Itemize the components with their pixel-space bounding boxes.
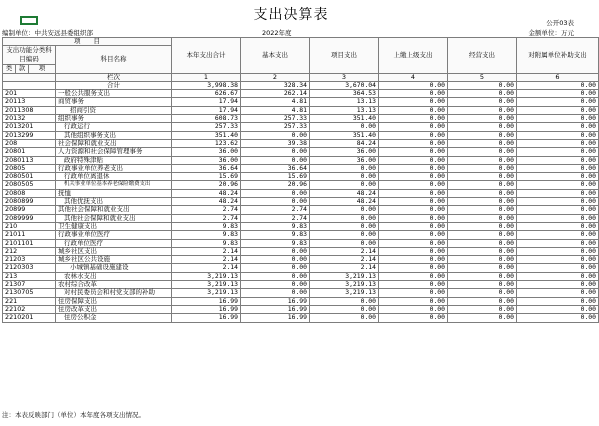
subject-name-cell[interactable]: 机关事业单位基本养老保险缴费支出 <box>56 181 172 189</box>
total-cell[interactable]: 0.00 <box>448 81 517 89</box>
function-code-cell[interactable]: 213 <box>3 272 56 280</box>
amount-cell[interactable]: 0.00 <box>448 297 517 305</box>
amount-cell[interactable]: 0.00 <box>517 123 599 131</box>
table-row <box>3 206 599 214</box>
amount-cell[interactable]: 36.00 <box>172 148 241 156</box>
subject-name-cell[interactable]: 其他社会保障和就业支出 <box>56 214 172 222</box>
table-row <box>3 181 599 189</box>
amount-cell[interactable]: 36.64 <box>241 164 310 172</box>
subject-name-cell[interactable]: 住房公积金 <box>56 314 172 322</box>
amount-cell[interactable]: 16.99 <box>241 314 310 322</box>
function-code-cell[interactable]: 210 <box>3 222 56 230</box>
function-code-cell[interactable]: 22102 <box>3 305 56 313</box>
amount-cell[interactable]: 0.00 <box>448 148 517 156</box>
table-row <box>3 264 599 272</box>
amount-cell[interactable]: 0.00 <box>379 98 448 106</box>
column-number: 4 <box>379 73 448 81</box>
total-cell[interactable]: 3,998.38 <box>172 81 241 89</box>
subject-name-cell[interactable]: 城乡社区公共设施 <box>56 256 172 264</box>
header-subject-name: 科目名称 <box>56 46 172 73</box>
table-row <box>3 123 599 131</box>
function-code-cell[interactable]: 2089999 <box>3 214 56 222</box>
amount-cell[interactable]: 0.00 <box>379 256 448 264</box>
amount-cell[interactable]: 0.00 <box>379 272 448 280</box>
amount-cell[interactable]: 0.00 <box>379 181 448 189</box>
amount-cell[interactable]: 0.00 <box>517 231 599 239</box>
amount-cell[interactable]: 0.00 <box>241 289 310 297</box>
amount-cell[interactable]: 0.00 <box>310 231 379 239</box>
amount-cell[interactable]: 0.00 <box>448 281 517 289</box>
function-code-cell[interactable]: 208 <box>3 139 56 147</box>
amount-cell[interactable]: 257.33 <box>241 123 310 131</box>
amount-cell[interactable]: 0.00 <box>310 214 379 222</box>
amount-cell[interactable]: 0.00 <box>241 148 310 156</box>
function-code-cell[interactable]: 20808 <box>3 189 56 197</box>
header-func-code: 支出功能分类科目编码 <box>3 46 56 65</box>
amount-cell[interactable]: 0.00 <box>379 164 448 172</box>
amount-cell[interactable]: 0.00 <box>448 239 517 247</box>
subject-name-cell[interactable]: 其他优抚支出 <box>56 198 172 206</box>
amount-cell[interactable]: 20.96 <box>241 181 310 189</box>
amount-cell[interactable]: 257.33 <box>172 123 241 131</box>
amount-cell[interactable]: 0.00 <box>379 305 448 313</box>
amount-cell[interactable]: 3,219.13 <box>310 289 379 297</box>
amount-cell[interactable]: 0.00 <box>310 297 379 305</box>
amount-cell[interactable]: 0.00 <box>379 214 448 222</box>
function-code-cell[interactable]: 221 <box>3 297 56 305</box>
column-number: 1 <box>172 73 241 81</box>
subject-name-cell[interactable]: 住房改革支出 <box>56 305 172 313</box>
amount-cell[interactable]: 17.94 <box>172 98 241 106</box>
amount-cell[interactable]: 0.00 <box>517 272 599 280</box>
amount-cell[interactable]: 13.13 <box>310 106 379 114</box>
function-code-cell[interactable]: 2080899 <box>3 198 56 206</box>
subject-name-cell[interactable]: 其他组织事务支出 <box>56 131 172 139</box>
amount-cell[interactable]: 9.83 <box>172 231 241 239</box>
subject-name-cell[interactable]: 组织事务 <box>56 115 172 123</box>
amount-cell[interactable]: 0.00 <box>241 131 310 139</box>
amount-cell[interactable]: 0.00 <box>448 289 517 297</box>
amount-cell[interactable]: 36.00 <box>172 156 241 164</box>
amount-cell[interactable]: 15.69 <box>172 173 241 181</box>
header-kuan: 款 <box>16 65 29 73</box>
amount-cell[interactable]: 9.83 <box>241 231 310 239</box>
column-number: 6 <box>517 73 599 81</box>
amount-cell[interactable]: 0.00 <box>448 164 517 172</box>
header-lei: 类 <box>3 65 16 73</box>
amount-cell[interactable]: 0.00 <box>379 198 448 206</box>
amount-cell[interactable]: 351.40 <box>172 131 241 139</box>
subject-name-cell[interactable]: 社会保障和就业支出 <box>56 139 172 147</box>
function-code-cell[interactable]: 2011308 <box>3 106 56 114</box>
column-number: 3 <box>310 73 379 81</box>
amount-cell[interactable]: 36.00 <box>310 148 379 156</box>
amount-cell[interactable]: 351.40 <box>310 131 379 139</box>
subject-name-cell[interactable]: 行政事业单位养老支出 <box>56 164 172 172</box>
table-row <box>3 289 599 297</box>
amount-cell[interactable]: 0.00 <box>448 115 517 123</box>
function-code-cell[interactable]: 2130705 <box>3 289 56 297</box>
amount-cell[interactable]: 0.00 <box>310 239 379 247</box>
amount-cell[interactable]: 0.00 <box>310 314 379 322</box>
header-basic: 基本支出 <box>241 38 310 74</box>
amount-cell[interactable]: 2.14 <box>310 256 379 264</box>
amount-cell[interactable]: 48.24 <box>172 189 241 197</box>
amount-cell[interactable]: 2.74 <box>241 206 310 214</box>
subject-name-cell[interactable]: 住房保障支出 <box>56 297 172 305</box>
amount-cell[interactable]: 0.00 <box>517 98 599 106</box>
header-project: 项目支出 <box>310 38 379 74</box>
amount-cell[interactable]: 0.00 <box>448 314 517 322</box>
amount-cell[interactable]: 123.62 <box>172 139 241 147</box>
amount-cell[interactable]: 351.40 <box>310 115 379 123</box>
amount-cell[interactable]: 2.14 <box>310 264 379 272</box>
function-code-cell[interactable]: 2080113 <box>3 156 56 164</box>
amount-cell[interactable]: 608.73 <box>172 115 241 123</box>
amount-cell[interactable]: 84.24 <box>310 139 379 147</box>
amount-cell[interactable]: 16.99 <box>172 305 241 313</box>
header-business: 经营支出 <box>448 38 517 74</box>
subject-name-cell[interactable]: 行政单位离退休 <box>56 173 172 181</box>
amount-cell[interactable]: 0.00 <box>379 231 448 239</box>
amount-cell[interactable]: 36.00 <box>310 156 379 164</box>
amount-cell[interactable]: 0.00 <box>241 272 310 280</box>
column-index-label: 栏次 <box>56 73 172 81</box>
subject-name-cell[interactable]: 人力资源和社会保障管理事务 <box>56 148 172 156</box>
subject-name-cell[interactable]: 商贸事务 <box>56 98 172 106</box>
report-year: 2022年度 <box>262 29 292 37</box>
amount-cell[interactable]: 0.00 <box>379 247 448 255</box>
amount-cell[interactable]: 0.00 <box>448 181 517 189</box>
function-code-cell[interactable]: 20805 <box>3 164 56 172</box>
subject-name-cell[interactable]: 农林水支出 <box>56 272 172 280</box>
amount-cell[interactable]: 0.00 <box>517 264 599 272</box>
column-number: 2 <box>241 73 310 81</box>
amount-cell[interactable]: 0.00 <box>241 281 310 289</box>
amount-cell[interactable]: 0.00 <box>448 206 517 214</box>
amount-cell[interactable]: 0.00 <box>379 222 448 230</box>
amount-cell[interactable]: 0.00 <box>517 189 599 197</box>
subject-name-cell[interactable]: 招商引资 <box>56 106 172 114</box>
amount-cell[interactable]: 0.00 <box>241 264 310 272</box>
amount-cell[interactable]: 0.00 <box>379 314 448 322</box>
amount-cell[interactable]: 2.74 <box>241 214 310 222</box>
amount-cell[interactable]: 9.83 <box>172 239 241 247</box>
amount-cell[interactable]: 48.24 <box>310 198 379 206</box>
table-row <box>3 148 599 156</box>
amount-cell[interactable]: 0.00 <box>379 173 448 181</box>
amount-cell[interactable]: 0.00 <box>448 139 517 147</box>
amount-cell[interactable]: 0.00 <box>517 164 599 172</box>
amount-cell[interactable]: 0.00 <box>241 156 310 164</box>
function-code-cell[interactable]: 21307 <box>3 281 56 289</box>
amount-cell[interactable]: 39.38 <box>241 139 310 147</box>
subject-name-cell[interactable]: 政府特殊津贴 <box>56 156 172 164</box>
amount-cell[interactable]: 17.94 <box>172 106 241 114</box>
function-code-cell[interactable]: 21203 <box>3 256 56 264</box>
reporting-unit: 编制单位：中共安远县委组织部 <box>2 29 93 37</box>
amount-cell[interactable]: 0.00 <box>241 198 310 206</box>
amount-cell[interactable]: 0.00 <box>517 289 599 297</box>
column-number: 5 <box>448 73 517 81</box>
function-code-cell[interactable]: 20899 <box>3 206 56 214</box>
amount-cell[interactable]: 0.00 <box>517 106 599 114</box>
amount-cell[interactable]: 0.00 <box>517 206 599 214</box>
amount-cell[interactable]: 2.14 <box>172 247 241 255</box>
amount-cell[interactable]: 0.00 <box>448 247 517 255</box>
amount-cell[interactable]: 626.67 <box>172 90 241 98</box>
amount-cell[interactable]: 3,219.13 <box>310 272 379 280</box>
amount-cell[interactable]: 0.00 <box>448 214 517 222</box>
subject-name-cell[interactable]: 城乡社区支出 <box>56 247 172 255</box>
amount-cell[interactable]: 13.13 <box>310 98 379 106</box>
function-code-cell[interactable]: 212 <box>3 247 56 255</box>
amount-cell[interactable]: 0.00 <box>517 256 599 264</box>
amount-cell[interactable]: 3,219.13 <box>310 281 379 289</box>
function-code-cell[interactable]: 2101101 <box>3 239 56 247</box>
amount-cell[interactable]: 36.64 <box>172 164 241 172</box>
amount-cell[interactable]: 0.00 <box>517 297 599 305</box>
amount-cell[interactable]: 0.00 <box>448 173 517 181</box>
amount-cell[interactable]: 0.00 <box>517 181 599 189</box>
amount-cell[interactable]: 0.00 <box>241 256 310 264</box>
amount-cell[interactable]: 0.00 <box>310 206 379 214</box>
amount-cell[interactable]: 0.00 <box>379 115 448 123</box>
amount-cell[interactable]: 0.00 <box>379 297 448 305</box>
amount-cell[interactable]: 0.00 <box>448 123 517 131</box>
amount-cell[interactable]: 0.00 <box>517 222 599 230</box>
subject-name-cell[interactable]: 小城镇基础设施建设 <box>56 264 172 272</box>
amount-cell[interactable]: 48.24 <box>172 198 241 206</box>
subject-name-cell[interactable]: 行政运行 <box>56 123 172 131</box>
amount-cell[interactable]: 16.99 <box>172 297 241 305</box>
amount-cell[interactable]: 4.81 <box>241 98 310 106</box>
amount-cell[interactable]: 48.24 <box>310 189 379 197</box>
function-code-cell[interactable]: 2080505 <box>3 181 56 189</box>
amount-cell[interactable]: 16.99 <box>241 297 310 305</box>
amount-cell[interactable]: 0.00 <box>517 239 599 247</box>
amount-cell[interactable]: 0.00 <box>310 123 379 131</box>
amount-cell[interactable]: 0.00 <box>310 164 379 172</box>
report-title: 支出决算表 <box>253 7 329 23</box>
amount-cell[interactable]: 0.00 <box>379 264 448 272</box>
amount-cell[interactable]: 9.83 <box>241 222 310 230</box>
amount-cell[interactable]: 0.00 <box>379 289 448 297</box>
subject-name-cell[interactable]: 农村综合改革 <box>56 281 172 289</box>
amount-cell[interactable]: 3,219.13 <box>172 289 241 297</box>
total-cell[interactable]: 0.00 <box>517 81 599 89</box>
amount-cell[interactable]: 2.14 <box>310 247 379 255</box>
function-code-cell[interactable]: 20113 <box>3 98 56 106</box>
form-number: 公开03表 <box>546 19 574 27</box>
amount-cell[interactable]: 0.00 <box>310 173 379 181</box>
footnote: 注：本表反映部门（单位）本年度各项支出情况。 <box>2 411 145 419</box>
total-row-label[interactable]: 合计 <box>56 81 172 89</box>
subject-name-cell[interactable]: 其他社会保障和就业支出 <box>56 206 172 214</box>
subject-name-cell[interactable]: 一般公共服务支出 <box>56 90 172 98</box>
amount-cell[interactable]: 0.00 <box>379 156 448 164</box>
total-cell[interactable]: 0.00 <box>379 81 448 89</box>
subject-name-cell[interactable]: 行政单位医疗 <box>56 239 172 247</box>
subject-name-cell[interactable]: 对村民委员会和村党支部的补助 <box>56 289 172 297</box>
amount-cell[interactable]: 16.99 <box>241 305 310 313</box>
amount-cell[interactable]: 0.00 <box>379 106 448 114</box>
amount-cell[interactable]: 0.00 <box>517 156 599 164</box>
amount-cell[interactable]: 15.69 <box>241 173 310 181</box>
function-code-cell[interactable]: 2013201 <box>3 123 56 131</box>
amount-cell[interactable]: 0.00 <box>517 314 599 322</box>
amount-cell[interactable]: 0.00 <box>379 90 448 98</box>
amount-cell[interactable]: 0.00 <box>517 139 599 147</box>
amount-cell[interactable]: 0.00 <box>517 115 599 123</box>
amount-cell[interactable]: 0.00 <box>517 214 599 222</box>
function-code-cell[interactable]: 201 <box>3 90 56 98</box>
amount-cell[interactable]: 0.00 <box>517 90 599 98</box>
subject-name-cell[interactable]: 卫生健康支出 <box>56 222 172 230</box>
amount-cell[interactable]: 2.14 <box>172 256 241 264</box>
amount-cell[interactable]: 0.00 <box>517 148 599 156</box>
total-cell[interactable]: 328.34 <box>241 81 310 89</box>
amount-cell[interactable]: 3,219.13 <box>172 281 241 289</box>
amount-cell[interactable]: 0.00 <box>448 98 517 106</box>
header-item: 项 目 <box>3 38 172 46</box>
function-code-cell[interactable]: 21011 <box>3 231 56 239</box>
amount-cell[interactable]: 0.00 <box>448 256 517 264</box>
function-code-cell[interactable]: 2210201 <box>3 314 56 322</box>
amount-cell[interactable]: 0.00 <box>448 189 517 197</box>
amount-cell[interactable]: 0.00 <box>448 198 517 206</box>
amount-cell[interactable]: 2.74 <box>172 214 241 222</box>
amount-cell[interactable]: 9.83 <box>241 239 310 247</box>
function-code-cell[interactable]: 20801 <box>3 148 56 156</box>
function-code-cell[interactable]: 20132 <box>3 115 56 123</box>
amount-cell[interactable]: 0.00 <box>241 247 310 255</box>
header-subsidy: 对附属单位补助支出 <box>517 38 599 74</box>
amount-cell[interactable]: 0.00 <box>517 173 599 181</box>
amount-cell[interactable]: 0.00 <box>310 305 379 313</box>
function-code-cell[interactable]: 2080501 <box>3 173 56 181</box>
expenditure-table <box>2 37 599 323</box>
amount-cell[interactable]: 0.00 <box>379 148 448 156</box>
amount-cell[interactable]: 0.00 <box>310 181 379 189</box>
amount-cell[interactable]: 0.00 <box>448 264 517 272</box>
amount-cell[interactable]: 0.00 <box>379 123 448 131</box>
amount-cell[interactable]: 0.00 <box>517 305 599 313</box>
amount-cell[interactable]: 0.00 <box>448 272 517 280</box>
amount-cell[interactable]: 0.00 <box>379 239 448 247</box>
amount-cell[interactable]: 0.00 <box>379 139 448 147</box>
table-row <box>3 231 599 239</box>
amount-cell[interactable]: 0.00 <box>448 231 517 239</box>
amount-cell[interactable]: 0.00 <box>448 90 517 98</box>
amount-cell[interactable]: 9.83 <box>172 222 241 230</box>
amount-cell[interactable]: 3,219.13 <box>172 272 241 280</box>
header-total: 本年支出合计 <box>172 38 241 74</box>
header-upward: 上缴上级支出 <box>379 38 448 74</box>
currency-unit: 金额单位：万元 <box>528 29 574 37</box>
amount-cell[interactable]: 2.14 <box>172 264 241 272</box>
amount-cell[interactable]: 0.00 <box>448 222 517 230</box>
amount-cell[interactable]: 16.99 <box>172 314 241 322</box>
amount-cell[interactable]: 0.00 <box>379 281 448 289</box>
amount-cell[interactable]: 0.00 <box>517 247 599 255</box>
amount-cell[interactable]: 257.33 <box>241 115 310 123</box>
amount-cell[interactable]: 0.00 <box>379 206 448 214</box>
amount-cell[interactable]: 0.00 <box>379 131 448 139</box>
amount-cell[interactable]: 2.74 <box>172 206 241 214</box>
amount-cell[interactable]: 4.81 <box>241 106 310 114</box>
amount-cell[interactable]: 0.00 <box>448 106 517 114</box>
total-cell[interactable]: 3,670.04 <box>310 81 379 89</box>
subject-name-cell[interactable]: 抚恤 <box>56 189 172 197</box>
amount-cell[interactable]: 0.00 <box>448 156 517 164</box>
amount-cell[interactable]: 0.00 <box>310 222 379 230</box>
amount-cell[interactable]: 0.00 <box>517 131 599 139</box>
amount-cell[interactable]: 364.53 <box>310 90 379 98</box>
header-xiang: 项 <box>29 65 56 73</box>
amount-cell[interactable]: 0.00 <box>379 189 448 197</box>
amount-cell[interactable]: 20.96 <box>172 181 241 189</box>
table-row <box>3 314 599 322</box>
amount-cell[interactable]: 0.00 <box>517 281 599 289</box>
amount-cell[interactable]: 262.14 <box>241 90 310 98</box>
function-code-cell[interactable]: 2120303 <box>3 264 56 272</box>
amount-cell[interactable]: 0.00 <box>448 131 517 139</box>
subject-name-cell[interactable]: 行政事业单位医疗 <box>56 231 172 239</box>
amount-cell[interactable]: 0.00 <box>241 189 310 197</box>
function-code-cell[interactable]: 2013299 <box>3 131 56 139</box>
amount-cell[interactable]: 0.00 <box>517 198 599 206</box>
amount-cell[interactable]: 0.00 <box>448 305 517 313</box>
